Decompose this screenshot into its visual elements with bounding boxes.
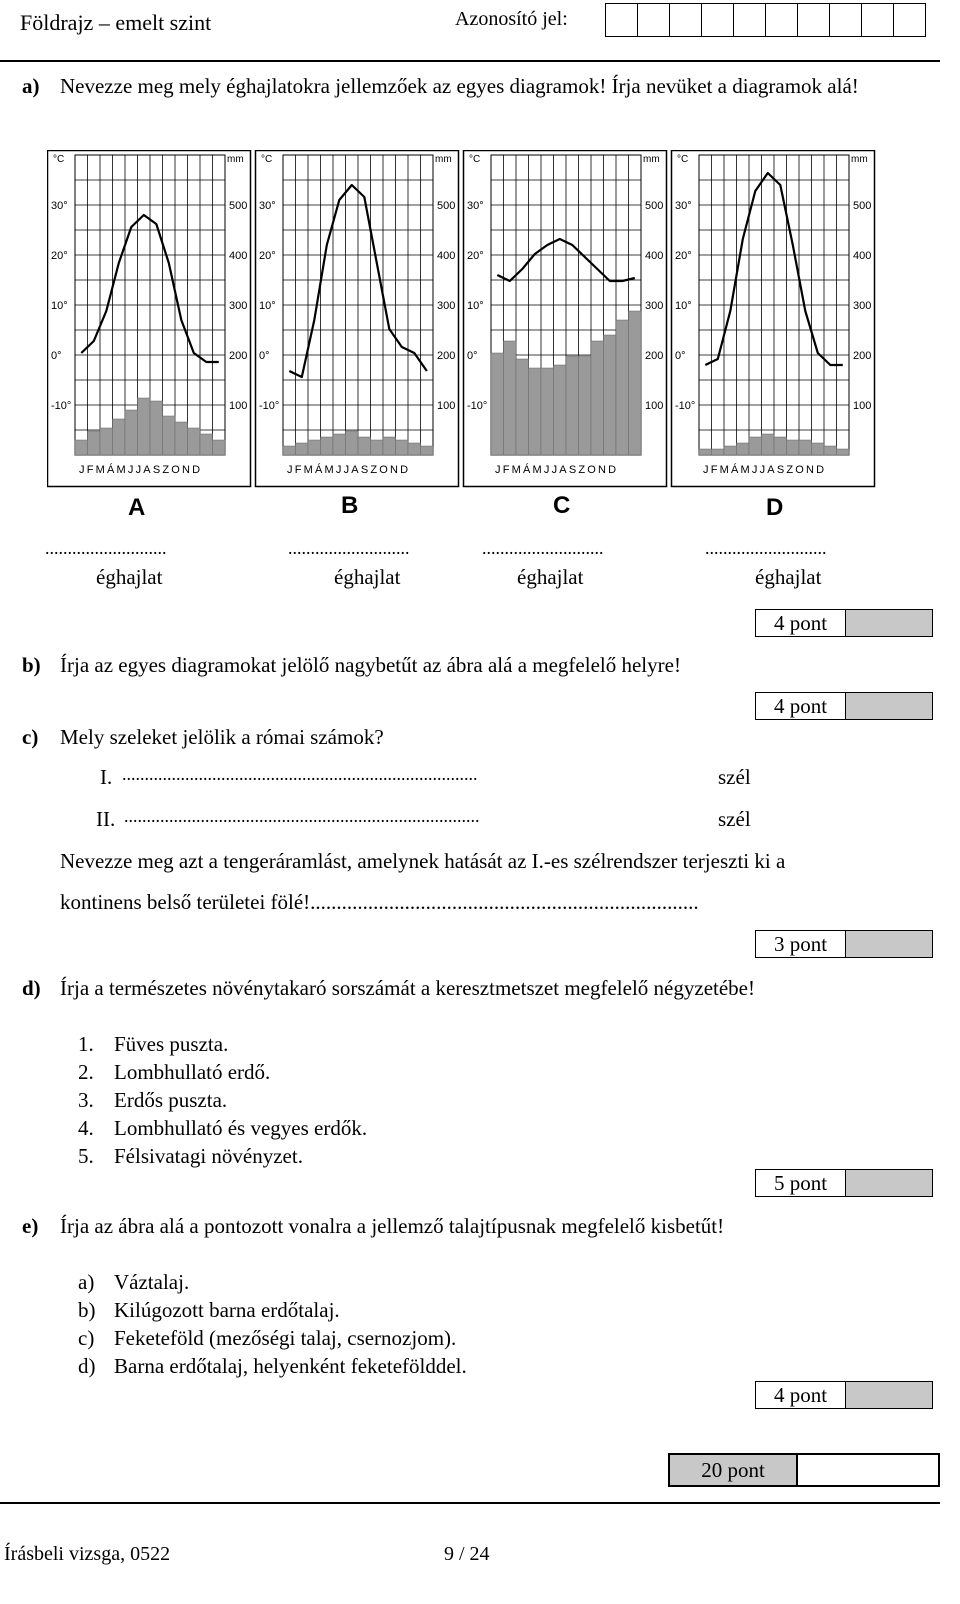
precip-bar	[824, 446, 837, 455]
temp-tick-label: 0°	[51, 350, 62, 362]
id-box[interactable]	[734, 3, 766, 37]
section-e-text: Írja az ábra alá a pontozott vonalra a jellemző talajtípusnak megfelelő kisbetűt!	[60, 1214, 725, 1238]
climate-suffix-a: éghajlat	[96, 565, 163, 589]
list-item-text: Feketeföld (mezőségi talaj, csernozjom).	[114, 1326, 457, 1350]
id-box[interactable]	[670, 3, 702, 37]
wind-suffix-1: szél	[718, 765, 751, 789]
precip-bar	[321, 437, 334, 455]
month-labels: JFMÁMJJASZOND	[703, 464, 827, 476]
precip-bar	[712, 449, 725, 455]
id-label: Azonosító jel:	[455, 8, 568, 30]
id-box[interactable]	[830, 3, 862, 37]
header-title: Földrajz – emelt szint	[20, 10, 212, 35]
list-item-number: b)	[78, 1298, 96, 1322]
temp-tick-label: 30°	[675, 200, 692, 212]
footer-exam-code: Írásbeli vizsga, 0522	[4, 1543, 171, 1565]
precip-tick-label: 500	[853, 200, 872, 212]
precip-bar	[200, 434, 213, 455]
precip-tick-label: 100	[437, 400, 456, 412]
chart-label-b: B	[341, 492, 359, 519]
footer-rule	[0, 1502, 940, 1504]
precip-tick-label: 200	[645, 350, 664, 362]
list-item	[78, 1352, 467, 1380]
chart-label-c: C	[553, 492, 571, 519]
temp-tick-label: -10°	[675, 400, 696, 412]
precip-tick-label: 200	[853, 350, 872, 362]
score-label: 4 pont	[756, 610, 846, 636]
wind-label-2: II.	[96, 807, 116, 831]
id-box[interactable]	[638, 3, 670, 37]
precip-bar	[541, 368, 554, 455]
precip-bar	[333, 434, 346, 455]
section-a-text: Nevezze meg mely éghajlatokra jellemzőek az egyes diagramok! Írja nevüket a diagramok alá!	[60, 74, 859, 98]
list-item-text: Kilúgozott barna erdőtalaj.	[114, 1298, 340, 1322]
list-item	[78, 1086, 367, 1114]
precip-bar	[629, 311, 642, 455]
precip-bar	[724, 446, 737, 455]
temp-tick-label: 30°	[467, 200, 484, 212]
climate-suffix-c: éghajlat	[517, 565, 584, 589]
precip-tick-label: 300	[645, 300, 664, 312]
temp-tick-label: 20°	[259, 250, 276, 262]
list-item	[78, 1030, 367, 1058]
precip-bar	[383, 437, 396, 455]
precip-tick-label: 500	[229, 200, 248, 212]
precip-bar	[774, 437, 787, 455]
precip-tick-label: 100	[645, 400, 664, 412]
list-item-text: Lombhullató és vegyes erdők.	[114, 1116, 368, 1140]
precip-bar	[504, 341, 517, 455]
chart-label-a: A	[128, 494, 146, 521]
precip-bar	[591, 341, 604, 455]
list-item-number: a)	[78, 1270, 95, 1294]
precip-bar	[787, 440, 800, 455]
list-item-number: 1.	[78, 1032, 94, 1056]
page-number: 9 / 24	[444, 1543, 490, 1565]
answer-blank-c[interactable]: ...........................	[482, 538, 604, 558]
section-b-text: Írja az egyes diagramokat jelölő nagybetűt az ábra alá a megfelelő helyre!	[60, 653, 681, 677]
score-field[interactable]	[846, 1382, 932, 1408]
precip-bar	[408, 443, 421, 455]
id-box[interactable]	[894, 3, 926, 37]
temp-tick-label: 30°	[51, 200, 68, 212]
precip-bar	[88, 431, 101, 455]
climate-chart	[48, 151, 251, 487]
month-labels: JFMÁMJJASZOND	[287, 464, 411, 476]
precip-tick-label: 300	[437, 300, 456, 312]
precip-tick-label: 500	[645, 200, 664, 212]
score-field[interactable]	[846, 931, 932, 957]
precip-tick-label: 100	[853, 400, 872, 412]
id-box[interactable]	[702, 3, 734, 37]
precip-unit: mm	[851, 154, 868, 165]
precip-bar	[113, 419, 126, 455]
precip-tick-label: 300	[853, 300, 872, 312]
list-item-number: 3.	[78, 1088, 94, 1112]
precip-bar	[737, 443, 750, 455]
list-item-text: Félsivatagi növényzet.	[114, 1144, 303, 1168]
precip-tick-label: 200	[229, 350, 248, 362]
precip-tick-label: 400	[645, 250, 664, 262]
climate-suffix-d: éghajlat	[755, 565, 822, 589]
precip-bar	[749, 437, 762, 455]
score-box-b	[755, 692, 933, 720]
precip-bar	[371, 440, 384, 455]
precip-bar	[163, 416, 176, 455]
header-rule	[0, 60, 940, 62]
section-a-letter: a)	[22, 74, 40, 98]
vegetation-list	[78, 1030, 367, 1170]
precip-bar	[358, 437, 371, 455]
section-d-letter: d)	[22, 976, 41, 1000]
precip-tick-label: 400	[853, 250, 872, 262]
wind-blank-2[interactable]: ...............................................................................	[124, 806, 480, 826]
precip-bar	[138, 398, 151, 455]
list-item-text: Barna erdőtalaj, helyenként feketefölddel.	[114, 1354, 467, 1378]
temp-tick-label: -10°	[259, 400, 280, 412]
temp-tick-label: 0°	[675, 350, 686, 362]
id-box[interactable]	[766, 3, 798, 37]
climate-chart	[464, 151, 667, 487]
list-item-text: Füves puszta.	[114, 1032, 229, 1056]
list-item	[78, 1296, 467, 1324]
section-b-letter: b)	[22, 653, 41, 677]
temp-tick-label: -10°	[51, 400, 72, 412]
section-c-text: Mely szeleket jelölik a római számok?	[60, 725, 384, 749]
precip-bar	[75, 440, 88, 455]
precip-tick-label: 200	[437, 350, 456, 362]
list-item-number: 5.	[78, 1144, 94, 1168]
list-item-number: d)	[78, 1354, 96, 1378]
score-box-a	[755, 609, 933, 637]
precip-bar	[579, 356, 592, 455]
precip-tick-label: 400	[437, 250, 456, 262]
precip-bar	[175, 422, 188, 455]
list-item-text: Erdős puszta.	[114, 1088, 228, 1112]
score-field[interactable]	[846, 1170, 932, 1196]
list-item-text: Váztalaj.	[114, 1270, 190, 1294]
list-item-text: Lombhullató erdő.	[114, 1060, 271, 1084]
list-item	[78, 1058, 367, 1086]
precip-tick-label: 300	[229, 300, 248, 312]
month-labels: JFMÁMJJASZOND	[79, 464, 203, 476]
section-c-text3[interactable]: kontinens belső területei fölé!..........................................................................	[60, 890, 699, 914]
section-c-letter: c)	[22, 725, 39, 749]
list-item	[78, 1324, 467, 1352]
answer-blank-a[interactable]: ...........................	[45, 538, 167, 558]
climate-chart	[256, 151, 459, 487]
id-box[interactable]	[862, 3, 894, 37]
score-box-d	[755, 1169, 933, 1197]
precip-bar	[529, 368, 542, 455]
score-label: 4 pont	[756, 693, 846, 719]
temp-tick-label: 20°	[51, 250, 68, 262]
score-box-e	[755, 1381, 933, 1409]
temp-tick-label: 30°	[259, 200, 276, 212]
soil-list	[78, 1268, 467, 1380]
precip-bar	[604, 335, 617, 455]
precip-tick-label: 500	[437, 200, 456, 212]
precip-bar	[554, 365, 567, 455]
precip-unit: mm	[227, 154, 244, 165]
total-score-box	[668, 1453, 940, 1487]
total-score-label: 20 pont	[670, 1455, 798, 1485]
score-label: 5 pont	[756, 1170, 846, 1196]
answer-blank-b[interactable]: ...........................	[288, 538, 410, 558]
wind-label-1: I.	[100, 765, 113, 789]
chart-label-d: D	[766, 494, 784, 521]
precip-unit: mm	[435, 154, 452, 165]
score-box-c	[755, 930, 933, 958]
wind-blank-1[interactable]: ...............................................................................	[122, 764, 478, 784]
wind-suffix-2: szél	[718, 807, 751, 831]
precip-bar	[296, 443, 309, 455]
temp-tick-label: 10°	[675, 300, 692, 312]
id-box[interactable]	[798, 3, 830, 37]
climate-suffix-b: éghajlat	[334, 565, 401, 589]
precip-bar	[616, 320, 629, 455]
precip-bar	[188, 428, 201, 455]
precip-bar	[213, 440, 226, 455]
id-code-boxes[interactable]	[605, 3, 926, 37]
precip-bar	[346, 431, 359, 455]
section-d-text: Írja a természetes növénytakaró sorszámát a keresztmetszet megfelelő négyzetébe!	[60, 976, 755, 1000]
total-score-field[interactable]	[798, 1455, 938, 1485]
precip-bar	[812, 443, 825, 455]
score-field[interactable]	[846, 693, 932, 719]
precip-bar	[762, 434, 775, 455]
precip-bar	[125, 410, 138, 455]
month-labels: JFMÁMJJASZOND	[495, 464, 619, 476]
precip-bar	[516, 359, 529, 455]
precip-tick-label: 100	[229, 400, 248, 412]
temp-unit: °C	[677, 154, 689, 165]
temp-unit: °C	[53, 154, 65, 165]
answer-blank-d[interactable]: ...........................	[705, 538, 827, 558]
section-c-text2: Nevezze meg azt a tengeráramlást, amelynek hatását az I.-es szélrendszer terjeszti ki a	[60, 849, 786, 873]
list-item	[78, 1268, 467, 1296]
precip-bar	[308, 440, 321, 455]
list-item	[78, 1114, 367, 1142]
temp-tick-label: 0°	[259, 350, 270, 362]
precip-bar	[799, 440, 812, 455]
id-box[interactable]	[606, 3, 638, 37]
list-item-number: c)	[78, 1326, 95, 1350]
precip-unit: mm	[643, 154, 660, 165]
temp-tick-label: 0°	[467, 350, 478, 362]
precip-bar	[100, 428, 113, 455]
precip-bar	[421, 446, 434, 455]
section-e-letter: e)	[22, 1214, 39, 1238]
climate-diagrams	[47, 150, 887, 530]
precip-bar	[566, 356, 579, 455]
temp-tick-label: -10°	[467, 400, 488, 412]
climate-chart	[672, 151, 875, 487]
score-label: 4 pont	[756, 1382, 846, 1408]
temp-unit: °C	[261, 154, 273, 165]
temp-tick-label: 10°	[259, 300, 276, 312]
precip-bar	[150, 401, 163, 455]
temp-unit: °C	[469, 154, 481, 165]
score-field[interactable]	[846, 610, 932, 636]
list-item	[78, 1142, 367, 1170]
temp-tick-label: 10°	[467, 300, 484, 312]
score-label: 3 pont	[756, 931, 846, 957]
temp-tick-label: 10°	[51, 300, 68, 312]
list-item-number: 4.	[78, 1116, 94, 1140]
temp-tick-label: 20°	[467, 250, 484, 262]
precip-bar	[837, 449, 850, 455]
precip-bar	[396, 440, 409, 455]
temp-tick-label: 20°	[675, 250, 692, 262]
precip-bar	[491, 353, 504, 455]
precip-bar	[699, 449, 712, 455]
precip-tick-label: 400	[229, 250, 248, 262]
list-item-number: 2.	[78, 1060, 94, 1084]
precip-bar	[283, 446, 296, 455]
